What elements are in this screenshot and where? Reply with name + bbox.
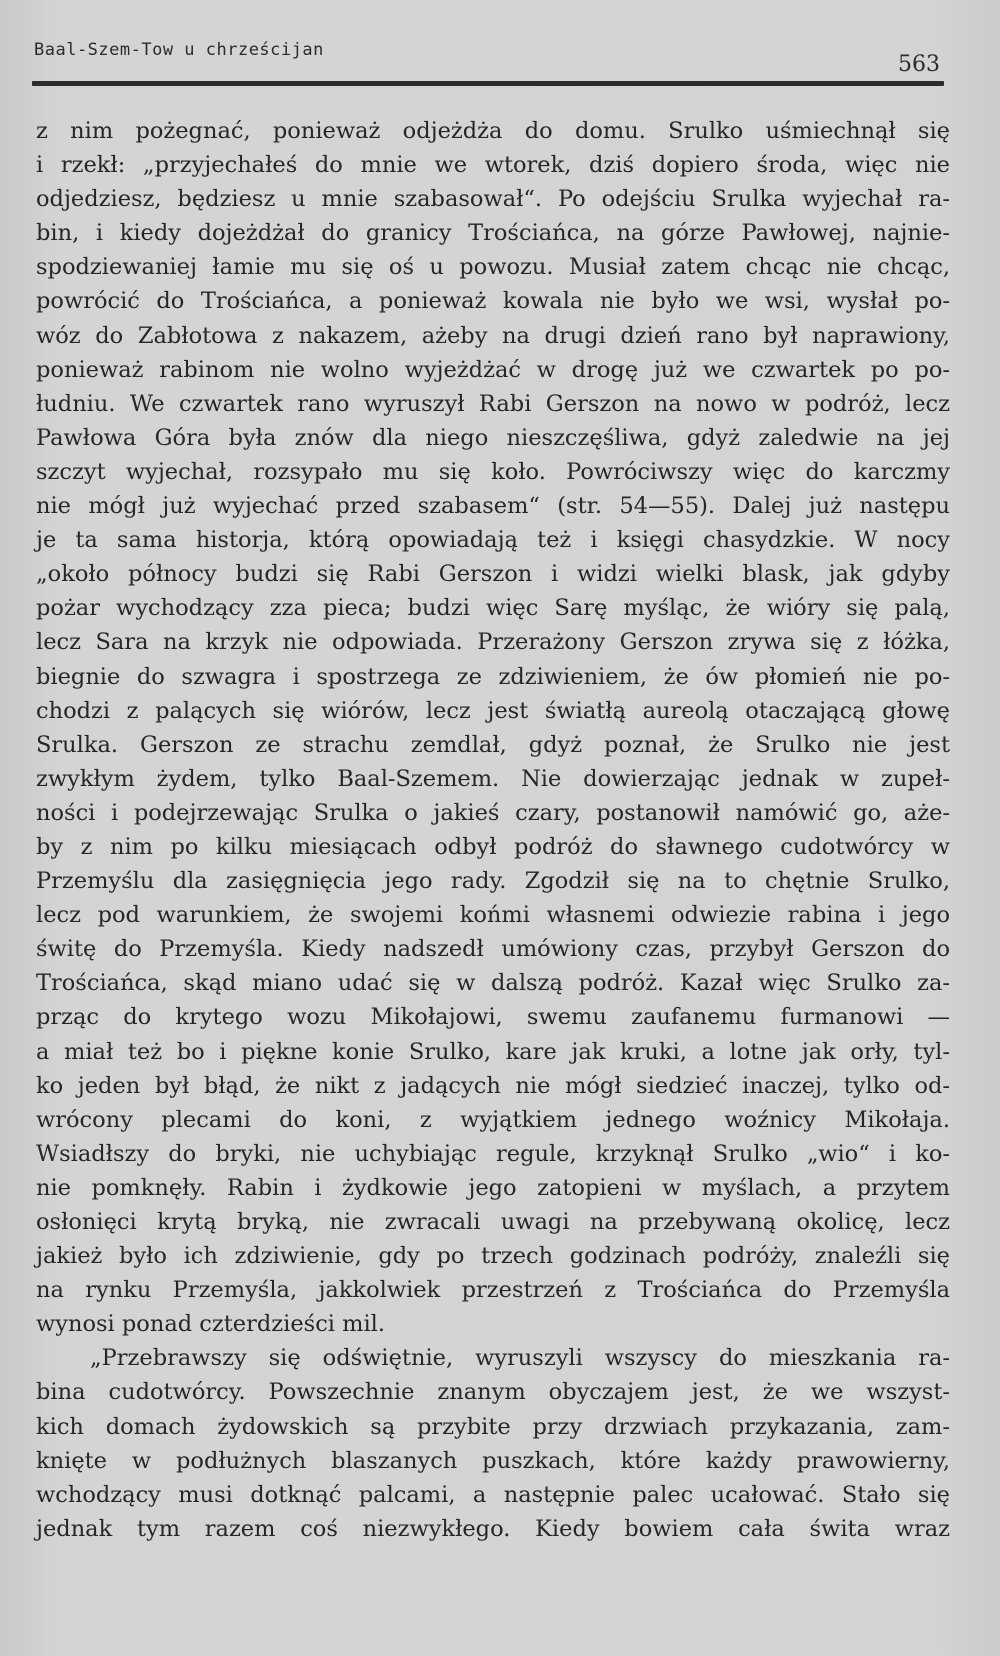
text-line: Trościańca, skąd miano udać się w dalszą podróż. Kazał więc Srulko za- xyxy=(36,970,950,997)
text-line: pożar wychodzący zza pieca; budzi więc Sarę myśląc, że wióry się palą, xyxy=(36,595,950,622)
body-text xyxy=(36,114,950,1580)
text-line: szczyt wyjechał, rozsypało mu się koło. Powróciwszy więc do karczmy xyxy=(36,458,950,485)
text-line: bin, i kiedy dojeżdżał do granicy Trościańca, na górze Pawłowej, najnie- xyxy=(36,220,950,247)
text-line: wynosi ponad czterdzieści mil. xyxy=(36,1311,386,1338)
text-line: spodziewaniej łamie mu się oś u powozu. Musiał zatem chcąc nie chcąc, xyxy=(36,254,950,281)
text-line: ko jeden był błąd, że nikt z jadących nie mógł siedzieć inaczej, tylko od- xyxy=(36,1072,950,1099)
text-line: z nim pożegnać, ponieważ odjeżdża do domu. Srulko uśmiechnął się xyxy=(36,118,950,144)
text-line: wchodzący musi dotknąć palcami, a następnie palec ucałować. Stało się xyxy=(36,1481,950,1508)
text-line: lecz pod warunkiem, że swojemi końmi własnemi odwiezie rabina i jego xyxy=(36,902,950,929)
text-line: kich domach żydowskich są przybite przy drzwiach przykazania, zam- xyxy=(36,1413,950,1440)
text-line: odjedziesz, będziesz u mnie szabasował“. Po odejściu Srulka wyjechał ra- xyxy=(36,186,950,213)
text-line: lecz Sara na krzyk nie odpowiada. Przerażony Gerszon zrywa się z łóżka, xyxy=(36,629,950,656)
running-head: Baal-Szem-Tow u chrześcijan xyxy=(34,40,324,60)
text-line: chodzi z palących się wiórów, lecz jest światłą aureolą otaczającą głowę xyxy=(36,697,950,724)
text-line: Przemyślu dla zasięgnięcia jego rady. Zgodził się na to chętnie Srulko, xyxy=(36,868,950,895)
text-line: wrócony plecami do koni, z wyjątkiem jednego woźnicy Mikołaja. xyxy=(36,1106,950,1133)
text-line: prząc do krytego wozu Mikołajowi, swemu zaufanemu furmanowi — xyxy=(36,1004,950,1031)
text-line: na rynku Przemyśla, jakkolwiek przestrzeń z Trościańca do Przemyśla xyxy=(36,1277,950,1304)
text-line: powrócić do Trościańca, a ponieważ kowala nie było we wsi, wysłał po- xyxy=(36,288,950,315)
text-line: i rzekł: „przyjechałeś do mnie we wtorek, dziś dopiero środa, więc nie xyxy=(36,152,950,179)
text-line: Wsiadłszy do bryki, nie uchybiając regule, krzyknął Srulko „wio“ i ko- xyxy=(36,1140,950,1167)
text-line: ponieważ rabinom nie wolno wyjeżdżać w drogę już we czwartek po po- xyxy=(36,356,950,383)
text-line: nie pomknęły. Rabin i żydkowie jego zatopieni w myślach, a przytem xyxy=(36,1174,950,1201)
page-number: 563 xyxy=(898,52,940,77)
text-line xyxy=(36,1546,950,1580)
text-line: wóz do Zabłotowa z nakazem, ażeby na drugi dzień rano był naprawiony, xyxy=(36,322,950,349)
text-line: Pawłowa Góra była znów dla niego nieszczęśliwa, gdyż zaledwie na jej xyxy=(36,424,950,451)
text-line: biegnie do szwagra i spostrzega ze zdziwieniem, że ów płomień nie po- xyxy=(36,663,950,690)
text-line: łudniu. We czwartek rano wyruszył Rabi Gerszon na nowo w podróż, lecz xyxy=(36,390,950,417)
text-line: Srulka. Gerszon ze strachu zemdlał, gdyż poznał, że Srulko nie jest xyxy=(36,731,950,758)
text-line: knięte w podłużnych blaszanych puszkach, które każdy prawowierny, xyxy=(36,1447,950,1474)
text-line: a miał też bo i piękne konie Srulko, kare jak kruki, a lotne jak orły, tyl- xyxy=(36,1038,950,1065)
text-line: jakież było ich zdziwienie, gdy po trzech godzinach podróży, znaleźli się xyxy=(36,1243,950,1270)
text-line: by z nim po kilku miesiącach odbył podróż do sławnego cudotwórcy w xyxy=(36,833,950,860)
text-line: osłonięci krytą bryką, nie zwracali uwagi na przebywaną okolicę, lecz xyxy=(36,1209,950,1235)
text-line: świtę do Przemyśla. Kiedy nadszedł umówiony czas, przybył Gerszon do xyxy=(36,936,950,963)
text-line: nie mógł już wyjechać przed szabasem“ (str. 54—55). Dalej już następu xyxy=(36,493,950,520)
text-line: jednak tym razem coś niezwykłego. Kiedy bowiem cała świta wraz xyxy=(36,1515,950,1542)
text-line: ności i podejrzewając Srulka o jakieś czary, postanowił namówić go, aże- xyxy=(36,799,950,826)
text-line: je ta sama historja, którą opowiadają też i księgi chasydzkie. W nocy xyxy=(36,527,950,554)
header-rule xyxy=(32,81,944,86)
text-line: „około północy budzi się Rabi Gerszon i widzi wielki blask, jak gdyby xyxy=(36,561,950,588)
text-line: „Przebrawszy się odświętnie, wyruszyli wszyscy do mieszkania ra- xyxy=(90,1345,950,1372)
text-line: zwykłym żydem, tylko Baal-Szemem. Nie dowierzając jednak w zupeł- xyxy=(36,765,950,792)
text-line: bina cudotwórcy. Powszechnie znanym obyczajem jest, że we wszyst- xyxy=(36,1379,950,1406)
